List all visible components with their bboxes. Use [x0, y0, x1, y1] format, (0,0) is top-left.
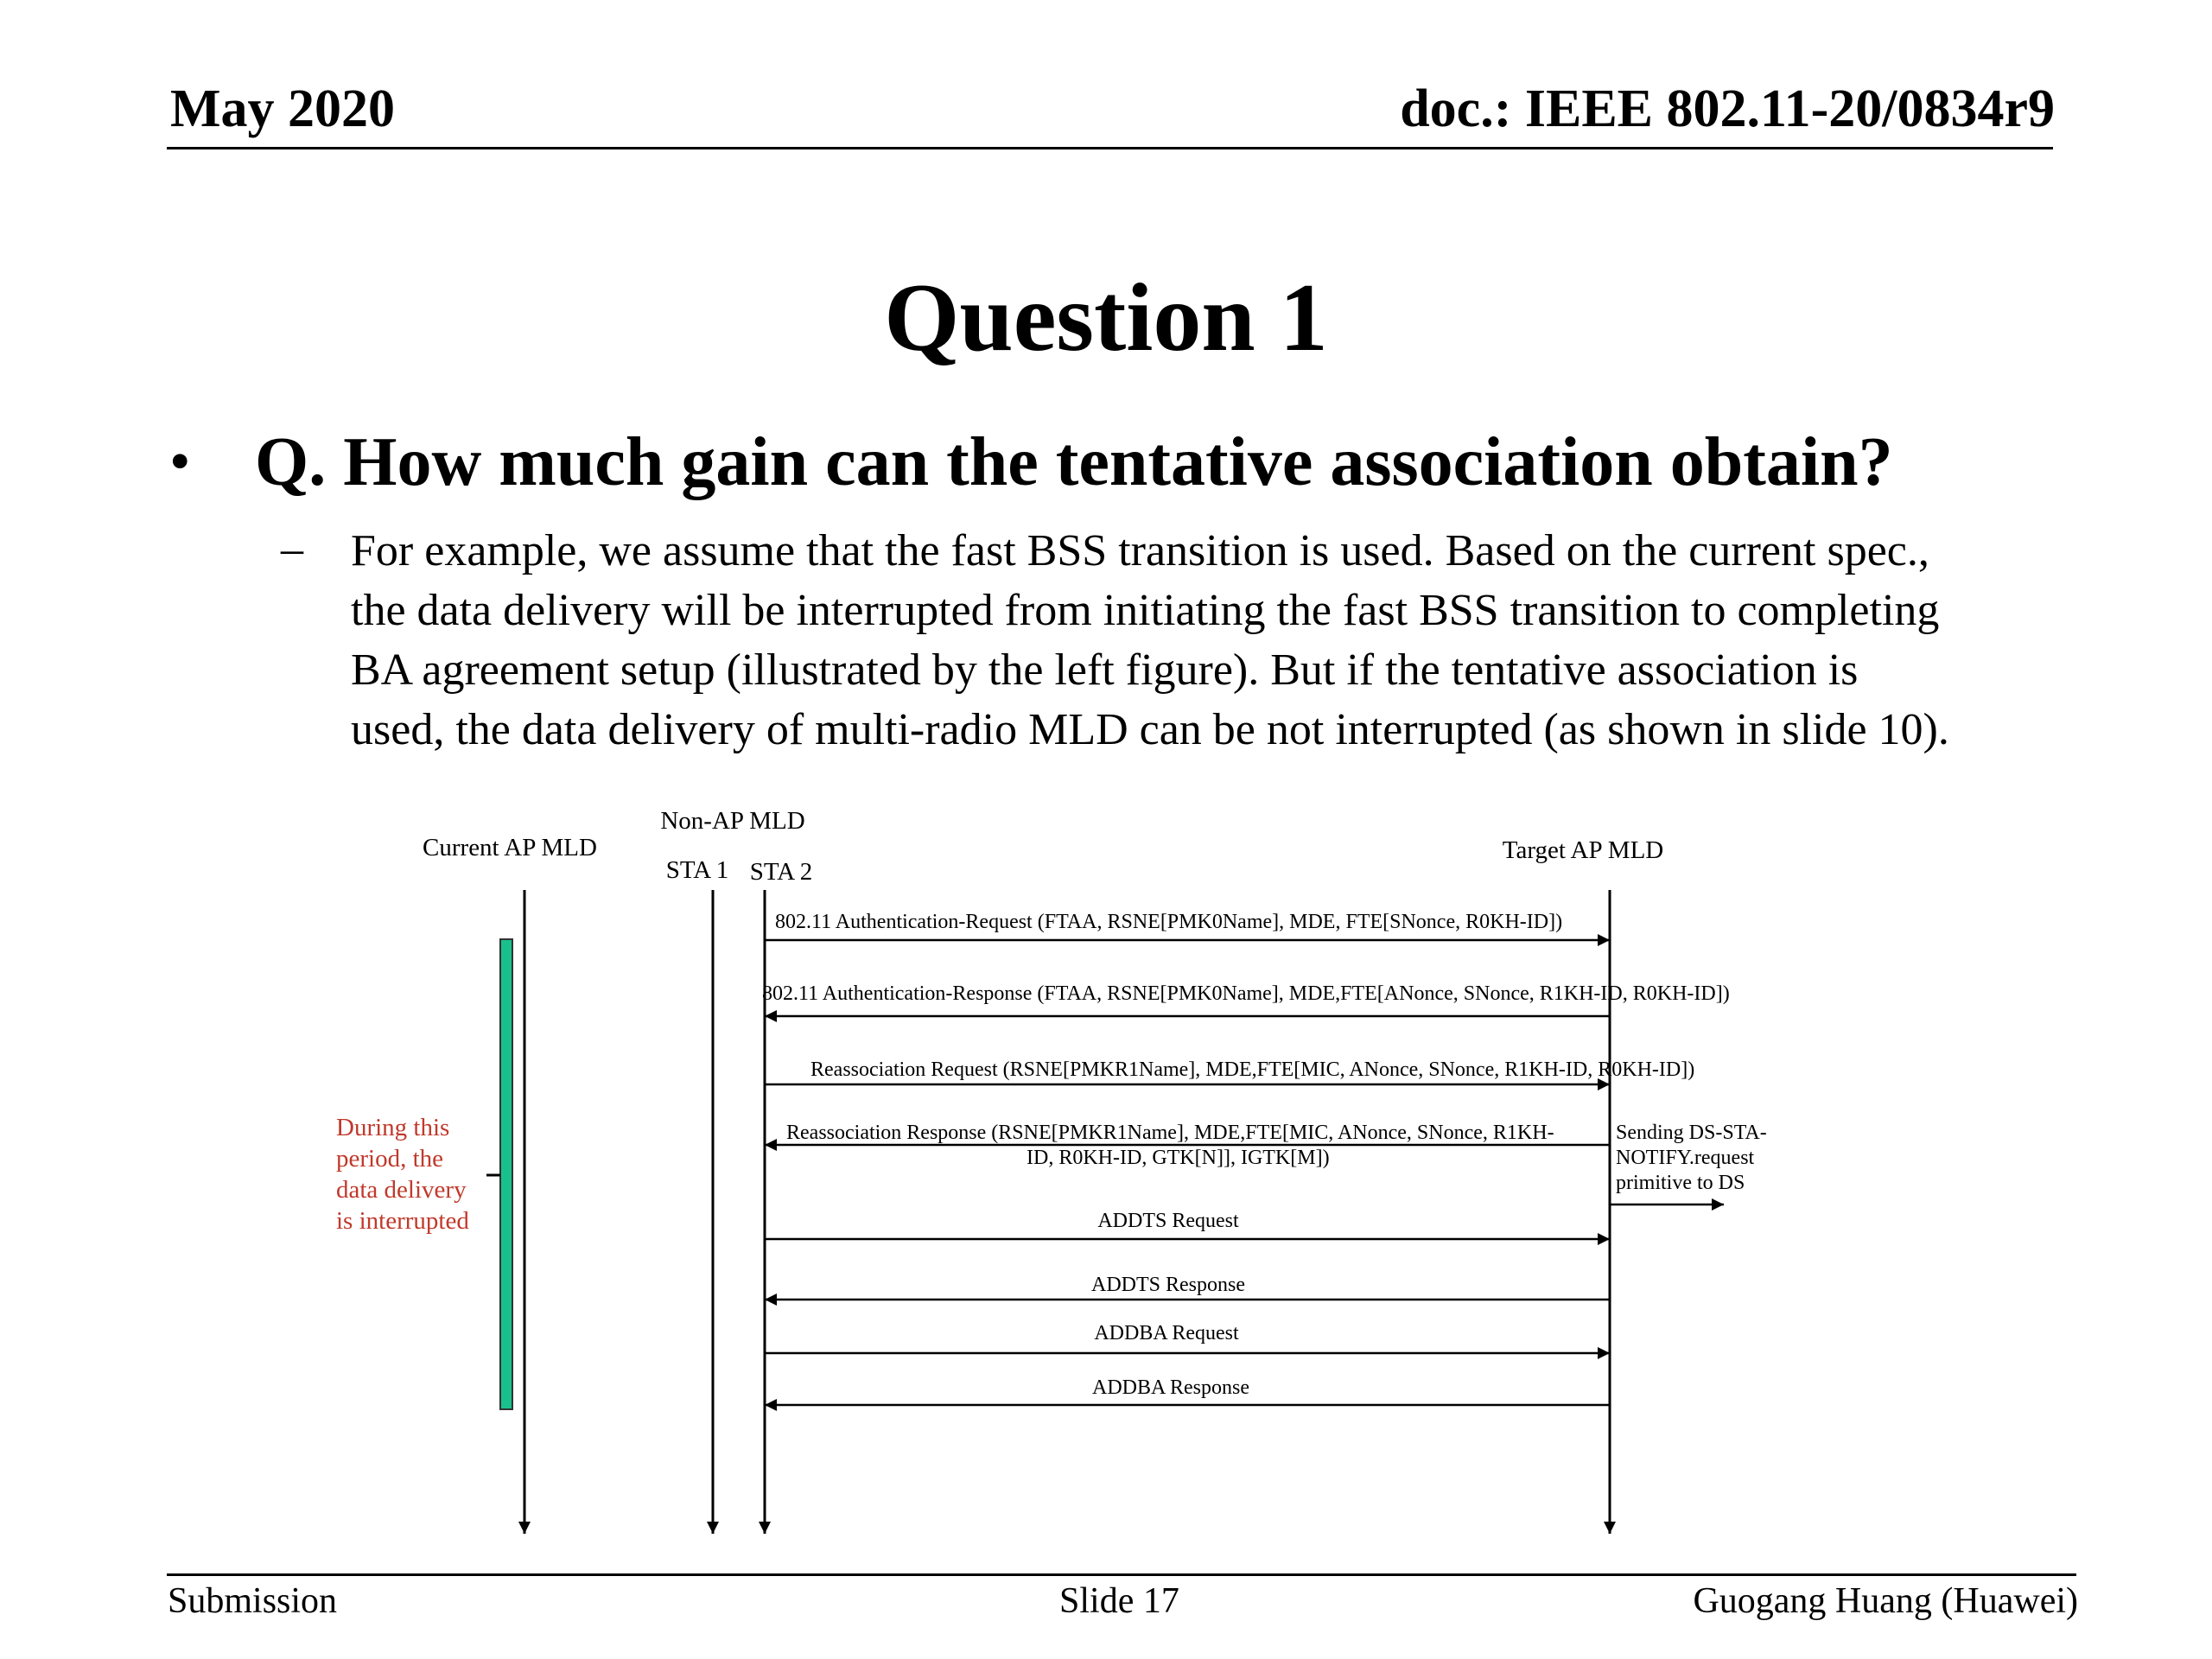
paragraph-line: used, the data delivery of multi-radio MLD can be not interrupted (as shown in slide 10).	[351, 705, 1949, 754]
paragraph-line: BA agreement setup (illustrated by the left figure). But if the tentative association is	[351, 645, 1859, 695]
message-label: ADDTS Request	[1097, 1210, 1239, 1232]
ds-notify-note-line: primitive to DS	[1616, 1172, 1745, 1194]
message-label-line: ID, R0KH-ID, GTK[N]], IGTK[M])	[1027, 1147, 1330, 1169]
message-label: ADDBA Response	[1091, 1376, 1250, 1399]
interrupt-note-line: period, the	[336, 1145, 444, 1173]
header-date: May 2020	[170, 79, 396, 138]
slide-title: Question 1	[884, 264, 1328, 372]
message-label: 802.11 Authentication-Request (FTAA, RSNE[PMK0Name], MDE, FTE[SNonce, R0KH-ID])	[775, 911, 1563, 933]
message-label-line: Reassociation Response (RSNE[PMKR1Name], MDE,FTE[MIC, ANonce, SNonce, R1KH-	[786, 1122, 1554, 1144]
current-ap-label: Current AP MLD	[423, 834, 597, 861]
message-label: 802.11 Authentication-Response (FTAA, RSNE[PMK0Name], MDE,FTE[ANonce, SNonce, R1KH-ID, R0KH-ID])	[762, 982, 1730, 1005]
ds-notify-note-line: Sending DS-STA-	[1616, 1122, 1767, 1144]
footer-rule	[167, 1573, 2076, 1576]
target-ap-label: Target AP MLD	[1502, 836, 1664, 864]
header-doc-id: doc.: IEEE 802.11-20/0834r9	[1400, 79, 2055, 138]
message-label: ADDBA Request	[1094, 1322, 1239, 1344]
interrupt-note	[336, 1114, 473, 1235]
sub-bullet-icon: –	[281, 524, 303, 574]
paragraph-line: the data delivery will be interrupted from initiating the fast BSS transition to completing	[351, 586, 1940, 635]
footer-slide-number: Slide 17	[1059, 1581, 1179, 1621]
interrupt-note-line: During this	[336, 1114, 450, 1141]
interrupt-note-line: data delivery	[336, 1176, 467, 1204]
footer-submission: Submission	[168, 1581, 338, 1621]
ds-notify-note	[1616, 1122, 1772, 1194]
paragraph-line: For example, we assume that the fast BSS transition is used. Based on the current spec.,	[351, 526, 1929, 575]
non-ap-mld-label: Non-AP MLD	[660, 807, 805, 835]
message-label: Reassociation Request (RSNE[PMKR1Name], MDE,FTE[MIC, ANonce, SNonce, R1KH-ID, R0KH-ID])	[810, 1058, 1695, 1081]
interrupt-note-line: is interrupted	[336, 1207, 469, 1235]
sta2-label: STA 2	[749, 858, 813, 886]
bullet-icon: •	[169, 429, 191, 495]
message-label: ADDTS Response	[1091, 1274, 1245, 1296]
interrupt-bar	[500, 939, 512, 1409]
footer-author: Guogang Huang (Huawei)	[1693, 1581, 2078, 1621]
question-text: Q. How much gain can the tentative association obtain?	[255, 424, 1893, 500]
sta1-label: STA 1	[665, 856, 729, 884]
ds-notify-note-line: NOTIFY.request	[1616, 1147, 1755, 1169]
